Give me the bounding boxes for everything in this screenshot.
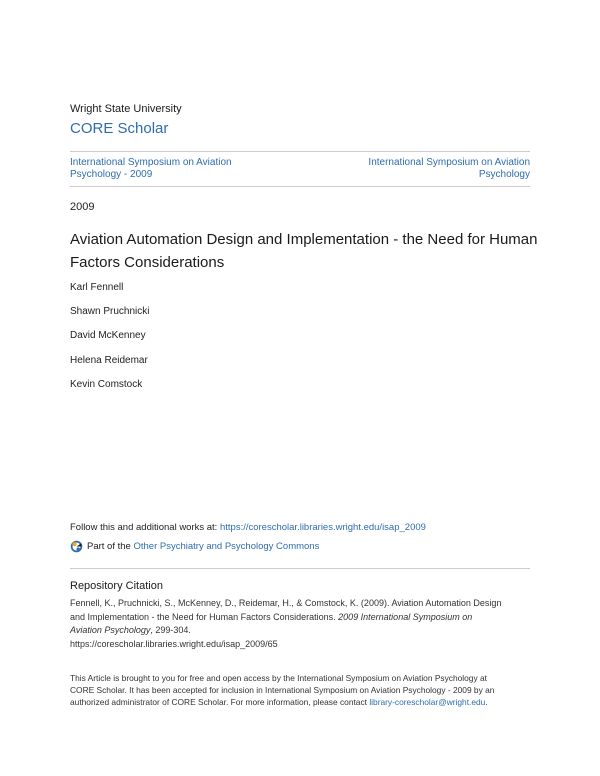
collection-left-line1: International Symposium on Aviation — [70, 157, 232, 168]
commons-link[interactable]: Other Psychiatry and Psychology Commons — [133, 541, 320, 552]
collection-right-line2: Psychology — [478, 168, 530, 180]
access-notice — [70, 672, 532, 708]
notice-period: . — [485, 697, 488, 707]
author-name: Shawn Pruchnicki — [70, 306, 150, 318]
divider — [70, 186, 530, 187]
follow-url-link[interactable]: https://corescholar.libraries.wright.edu/isap_2009 — [219, 522, 426, 533]
repository-link[interactable]: CORE Scholar — [70, 120, 169, 137]
citation-journal: Aviation Psychology — [70, 625, 151, 635]
author-name: Karl Fennell — [70, 282, 124, 293]
part-of-line — [70, 540, 319, 553]
part-of-text: Part of the — [87, 541, 131, 552]
publication-year: 2009 — [70, 201, 95, 213]
collection-link-right[interactable] — [310, 157, 530, 180]
divider — [70, 151, 530, 152]
citation-journal: 2009 International Symposium on — [338, 611, 473, 622]
follow-line — [70, 522, 426, 533]
author-name: David McKenney — [70, 330, 146, 342]
divider — [70, 568, 530, 569]
citation-text — [70, 597, 532, 651]
citation-line: and Implementation - the Need for Human Factors Considerations. — [70, 611, 339, 622]
citation-heading: Repository Citation — [70, 580, 163, 592]
citation-url-link[interactable]: https://corescholar.libraries.wright.edu/isap_2009/65 — [70, 638, 278, 649]
contact-email-link[interactable]: library-corescholar@wright.edu — [369, 697, 486, 707]
institution-name: Wright State University — [70, 103, 182, 115]
author-name: Helena Reidemar — [70, 354, 148, 366]
notice-line: This Article is brought to you for free and open access by the International Symposium on Aviation Psychology at — [70, 673, 487, 683]
collection-right-line1: International Symposium on Aviation — [368, 157, 530, 168]
collection-link-left[interactable] — [70, 157, 290, 180]
citation-pages: , 299-304. — [150, 625, 191, 635]
notice-line: CORE Scholar. It has been accepted for inclusion in International Symposium on Aviation Psychology - 2009 by an — [70, 685, 495, 695]
author-name: Kevin Comstock — [70, 378, 143, 390]
notice-line: authorized administrator of CORE Scholar. For more information, please contact — [70, 697, 370, 707]
article-title: Aviation Automation Design and Implementation - the Need for Human Factors Considerations — [70, 231, 538, 271]
collection-left-line2: Psychology - 2009 — [70, 168, 153, 180]
citation-line: Fennell, K., Pruchnicki, S., McKenney, D., Reidemar, H., & Comstock, K. (2009). Aviation Automation Design — [70, 598, 502, 608]
bepress-commons-icon — [70, 540, 83, 553]
follow-text: Follow this and additional works at: — [70, 522, 220, 533]
author-list — [70, 282, 149, 403]
